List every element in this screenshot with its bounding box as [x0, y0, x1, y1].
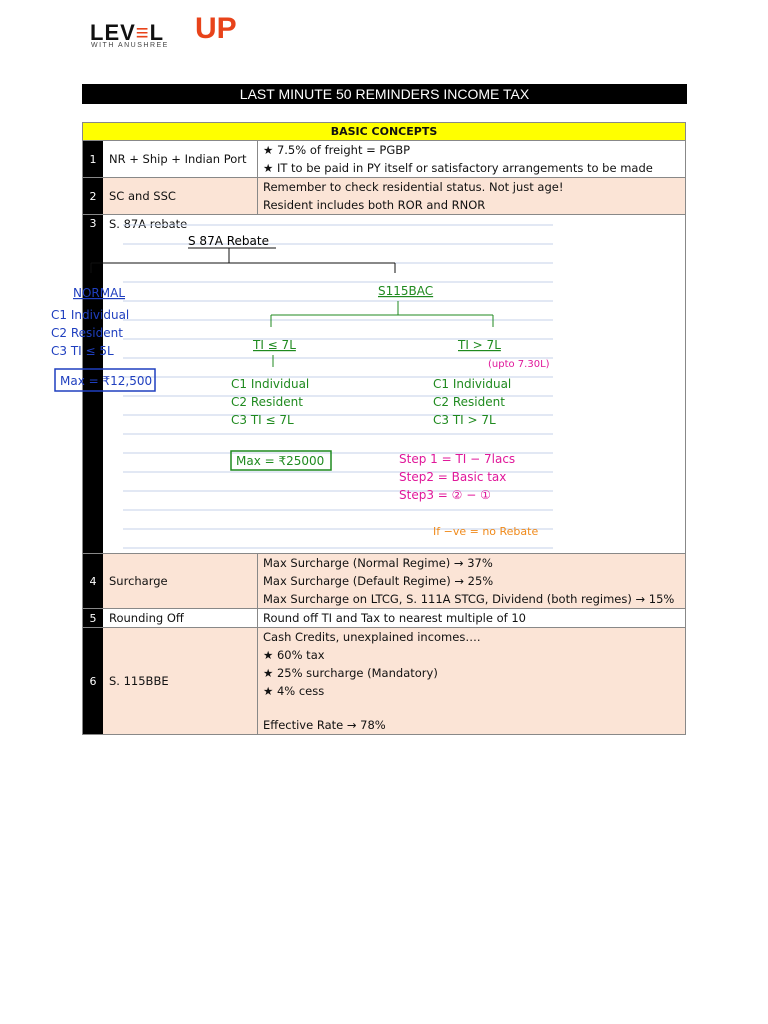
left-cond: TI ≤ 7L — [253, 338, 296, 352]
brand-logo — [90, 10, 240, 52]
right-c2: C2 Resident — [433, 395, 505, 409]
normal-c1: C1 Individual — [51, 308, 130, 322]
left-c2: C2 Resident — [231, 395, 303, 409]
right-step2: Step2 = Basic tax — [399, 470, 507, 484]
table-row — [82, 140, 686, 177]
right-c1: C1 Individual — [433, 377, 512, 391]
row-detail — [258, 178, 685, 214]
normal-c2: C2 Resident — [51, 326, 123, 340]
detail-line: Cash Credits, unexplained incomes…. — [263, 630, 481, 644]
left-c1: C1 Individual — [231, 377, 310, 391]
table-row — [82, 553, 686, 608]
rebate-diagram — [51, 215, 685, 553]
right-cond: TI > 7L — [458, 338, 501, 352]
row-topic: SC and SSC — [103, 178, 258, 214]
left-max: Max = ₹25000 — [236, 454, 325, 468]
page-title: LAST MINUTE 50 REMINDERS INCOME TAX — [82, 84, 687, 104]
table-row — [82, 608, 686, 627]
row-topic: S. 115BBE — [103, 628, 258, 734]
detail-line: ★ 60% tax — [263, 648, 325, 662]
right-if-neg: If −ve = no Rebate — [433, 525, 539, 538]
detail-line: Remember to check residential status. Not just age! — [263, 180, 564, 194]
row-detail — [258, 609, 685, 627]
detail-line: Effective Rate → 78% — [263, 718, 386, 732]
detail-line — [263, 700, 680, 716]
right-step1: Step 1 = TI − 7lacs — [399, 452, 516, 466]
detail-line: Max Surcharge (Normal Regime) → 37% — [263, 556, 493, 570]
row-topic: S. 87A rebate — [109, 217, 188, 231]
right-note: (upto 7.30L) — [488, 359, 550, 370]
table-row — [51, 214, 686, 553]
section-heading: BASIC CONCEPTS — [82, 122, 686, 140]
detail-line: Round off TI and Tax to nearest multiple of 10 — [263, 611, 526, 625]
row-number: 2 — [83, 178, 103, 214]
row-number: 6 — [83, 628, 103, 734]
normal-c3: C3 TI ≤ 5L — [51, 344, 114, 358]
row-number: 5 — [83, 609, 103, 627]
row-number: 1 — [83, 141, 103, 177]
detail-line: Resident includes both ROR and RNOR — [263, 198, 486, 212]
detail-line: ★ 25% surcharge (Mandatory) — [263, 666, 438, 680]
row-detail — [258, 628, 685, 734]
detail-line: Max Surcharge on LTCG, S. 111A STCG, Dividend (both regimes) → 15% — [263, 592, 675, 606]
detail-line: ★ 7.5% of freight = PGBP — [263, 143, 411, 157]
right-step3: Step3 = ② − ① — [399, 488, 491, 502]
row-number: 4 — [83, 554, 103, 608]
row-detail — [258, 141, 685, 177]
table-row — [82, 627, 686, 735]
row-detail — [258, 554, 685, 608]
logo-subtitle: WITH ANUSHREE — [91, 42, 169, 49]
logo-level: LEV≡L — [90, 20, 165, 45]
normal-label: NORMAL — [73, 286, 126, 300]
detail-line: ★ IT to be paid in PY itself or satisfactory arrangements to be made — [263, 161, 653, 175]
row-number: 3 — [83, 215, 103, 553]
detail-line: Max Surcharge (Default Regime) → 25% — [263, 574, 494, 588]
row-topic: Rounding Off — [103, 609, 258, 627]
normal-max: Max = ₹12,500 — [60, 374, 153, 388]
row-topic: NR + Ship + Indian Port — [103, 141, 258, 177]
rebate-diagram-svg — [51, 215, 553, 553]
table-row — [82, 177, 686, 214]
reminders-table — [51, 122, 686, 735]
diagram-root: S 87A Rebate — [188, 234, 269, 248]
detail-line: ★ 4% cess — [263, 684, 325, 698]
new-label: S115BAC — [378, 284, 434, 298]
right-c3: C3 TI > 7L — [433, 413, 496, 427]
left-c3: C3 TI ≤ 7L — [231, 413, 294, 427]
logo-up: UP — [195, 12, 237, 45]
row-topic: Surcharge — [103, 554, 258, 608]
